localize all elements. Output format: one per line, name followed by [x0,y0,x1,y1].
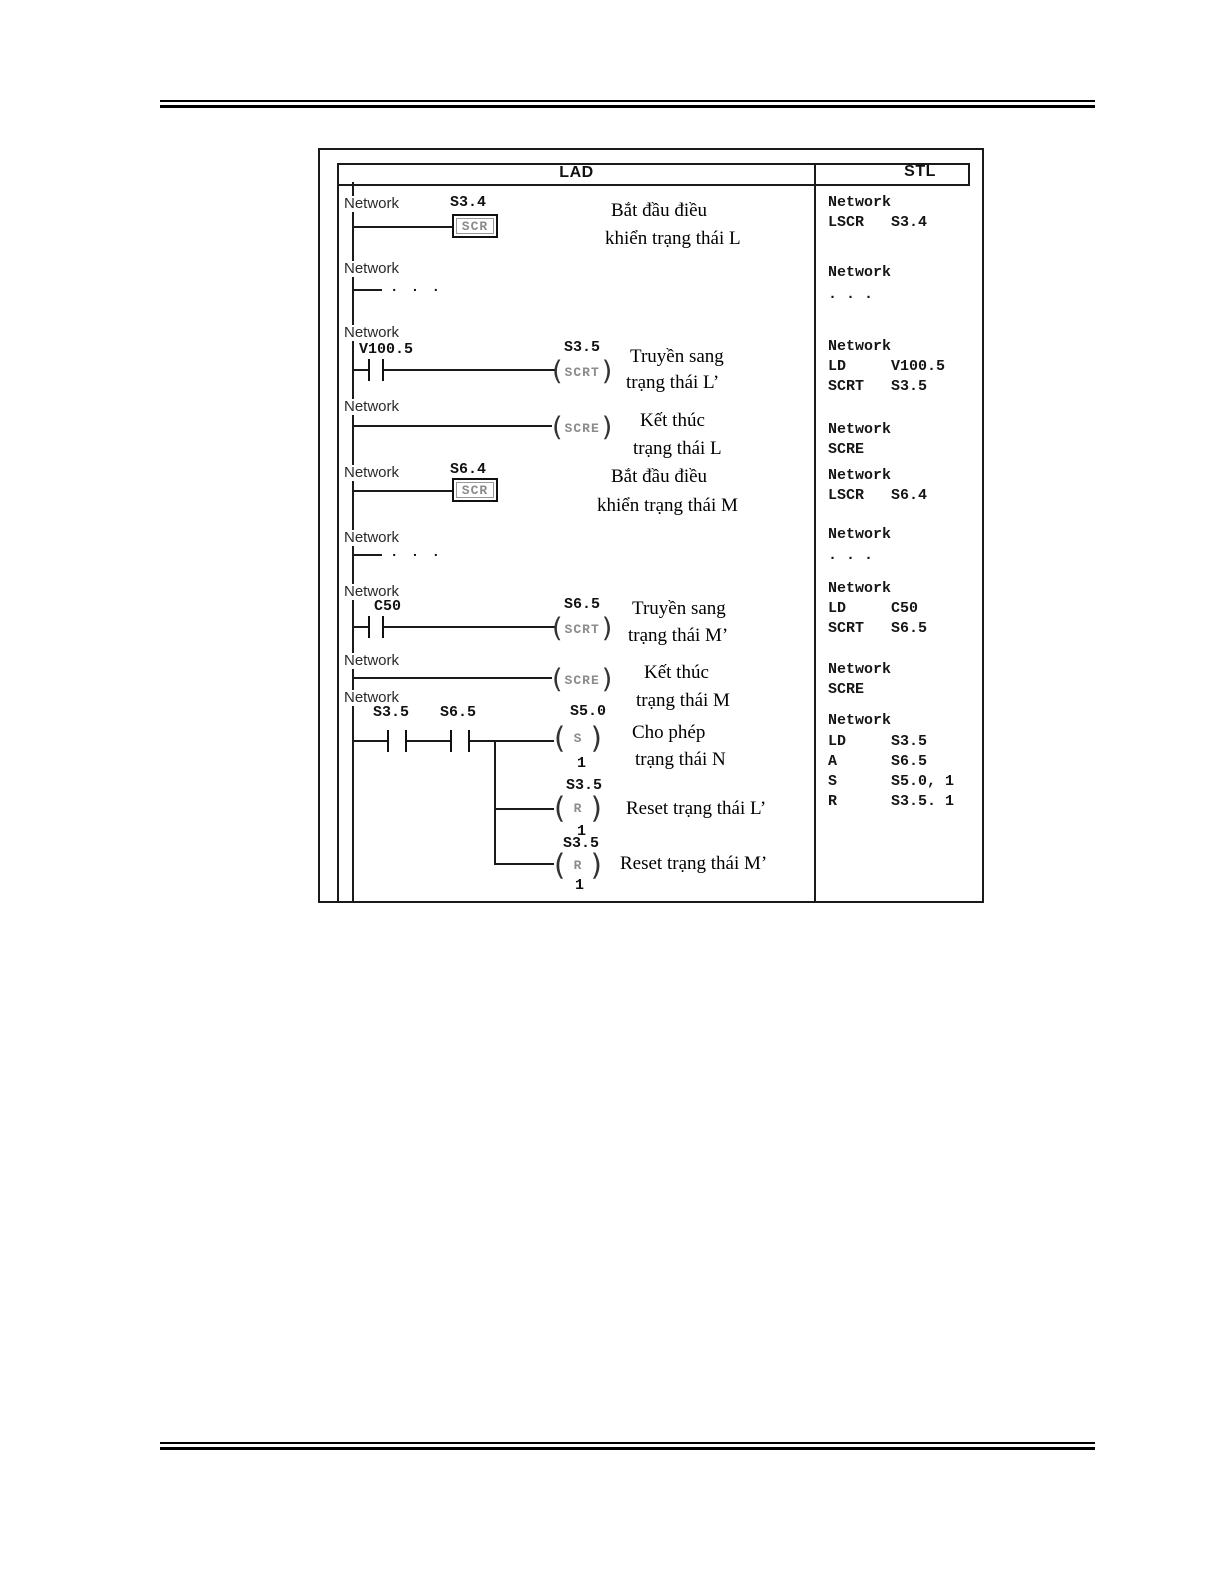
contact-label: S3.5 [373,704,410,721]
scr-box-label: SCR [461,218,489,234]
rung-line [354,369,368,371]
contact-label: V100.5 [359,341,414,358]
coil-paren: ( [554,721,566,755]
stl-opcode: . . . [828,286,874,303]
coil-paren: ( [552,412,563,443]
stl-operand: S5.0, 1 [891,773,955,790]
coil-paren: ) [601,356,613,387]
stl-opcode: SCRT [828,620,865,637]
stl-operand: S3.4 [891,214,928,231]
scr-box [452,214,498,238]
contact-bar [368,359,370,381]
annotation-line: Bắt đầu điều [611,466,708,487]
stl-opcode: Network [828,580,892,597]
annotation-line: Reset trạng thái L’ [626,798,767,819]
network-label: Network [341,690,402,706]
coil-label: SCRT [564,364,600,380]
stl-operand: V100.5 [891,358,946,375]
annotation-line: trạng thái L’ [626,372,720,393]
rung-line [384,626,556,628]
annotation-line: trạng thái N [635,749,726,770]
network-label: Network [341,465,402,481]
rung-line [384,369,556,371]
stl-statement [828,487,928,504]
coil-scrt [552,356,612,388]
coil-paren: ) [601,412,613,443]
stl-statement [828,753,928,770]
coil-label: S [573,730,583,746]
stl-opcode: Network [828,421,892,438]
coil-scrt [552,613,612,645]
coil-paren: ) [590,791,602,825]
coil-qualifier: 1 [577,823,587,840]
stl-statement [828,600,919,617]
coil-scre [552,664,612,696]
coil-paren: ) [590,848,602,882]
column-divider [814,163,816,901]
coil-label: SCRE [564,672,600,688]
stl-opcode: SCRT [828,378,865,395]
network-label: Network [341,530,402,546]
rung-line [354,677,552,679]
annotation-line: trạng thái M [636,690,730,711]
coil-qualifier: 1 [577,755,587,772]
annotation-line: khiển trạng thái M [597,495,738,516]
annotation-line: Truyền sang [630,346,724,367]
coil-paren: ( [554,791,566,825]
coil-label: R [573,800,583,816]
stl-opcode: Network [828,338,892,355]
annotation-line: trạng thái L [633,438,722,459]
contact-bar [368,616,370,638]
coil-set [554,722,602,754]
stl-statement [828,773,955,790]
coil-operand: S3.5 [563,835,600,852]
stl-statement [828,214,928,231]
stl-operand: S3.5 [891,733,928,750]
stl-statement [828,793,955,810]
stl-opcode: LD [828,358,847,375]
network-label: Network [341,261,402,277]
scr-box [452,478,498,502]
network-label: Network [341,196,402,212]
coil-paren: ( [552,356,563,387]
coil-label: R [573,857,583,873]
contact-label: S6.5 [440,704,477,721]
network-label: Network [341,584,402,600]
stl-operand: S3.5. 1 [891,793,955,810]
stl-operand: S6.5 [891,753,928,770]
contact-bar [387,730,389,752]
coil-label: SCRE [564,420,600,436]
rung-line [354,226,452,228]
operand-label: S6.4 [450,461,487,478]
stl-opcode: SCRE [828,681,865,698]
annotation-line: khiển trạng thái L [605,228,741,249]
network-label: Network [341,399,402,415]
coil-operand: S5.0 [570,703,607,720]
operand-label: S3.4 [450,194,487,211]
stl-opcode: LD [828,733,847,750]
rung-line [354,289,382,291]
coil-paren: ) [590,721,602,755]
coil-operand: S6.5 [564,596,601,613]
coil-label: SCRT [564,621,600,637]
coil-scre [552,412,612,444]
table-left-line [337,163,339,901]
header-stl: STL [904,163,936,180]
coil-paren: ( [552,664,563,695]
stl-opcode: LD [828,600,847,617]
stl-opcode: LSCR [828,214,865,231]
rung-line [354,740,387,742]
contact-bar [450,730,452,752]
branch-line [496,808,554,810]
rung-line [354,554,382,556]
rung-line [470,740,554,742]
bottom-double-rule [160,1442,1095,1450]
coil-paren: ) [601,664,613,695]
stl-opcode: Network [828,467,892,484]
stl-operand: C50 [891,600,919,617]
branch-line [496,863,554,865]
scr-box-label: SCR [461,482,489,498]
stl-operand: S6.4 [891,487,928,504]
header-right-line [968,163,970,186]
stl-operand: S6.5 [891,620,928,637]
stl-opcode: Network [828,264,892,281]
annotation-line: Kết thúc [644,662,709,683]
coil-operand: S3.5 [564,339,601,356]
annotation-line: Truyền sang [632,598,726,619]
stl-statement [828,620,928,637]
contact-label: C50 [374,598,402,615]
header-bottom-line [337,184,970,186]
annotation-line: Kết thúc [640,410,705,431]
stl-statement [828,358,946,375]
stl-operand: S3.5 [891,378,928,395]
stl-opcode: . . . [828,547,874,564]
rung-line [354,626,368,628]
rung-line [407,740,450,742]
stl-statement [828,378,928,395]
coil-paren: ) [601,613,613,644]
stl-opcode: Network [828,661,892,678]
coil-qualifier: 1 [575,877,585,894]
header-lad: LAD [559,164,594,181]
stl-opcode: SCRE [828,441,865,458]
annotation-line: Bắt đầu điều [611,200,708,221]
top-double-rule [160,100,1095,108]
stl-opcode: S [828,773,838,790]
coil-reset [554,792,602,824]
stl-opcode: Network [828,712,892,729]
coil-operand: S3.5 [566,777,603,794]
stl-opcode: LSCR [828,487,865,504]
stl-opcode: Network [828,194,892,211]
rung-line [354,490,452,492]
network-label: Network [341,325,402,341]
ellipsis: . . . [390,545,443,561]
ellipsis: . . . [390,280,443,296]
stl-opcode: A [828,753,838,770]
stl-opcode: Network [828,526,892,543]
coil-paren: ( [554,848,566,882]
branch-rail [494,740,496,865]
annotation-line: Reset trạng thái M’ [620,853,768,874]
coil-paren: ( [552,613,563,644]
stl-statement [828,733,928,750]
annotation-line: trạng thái M’ [628,625,729,646]
stl-opcode: R [828,793,838,810]
rung-line [354,425,552,427]
annotation-line: Cho phép [632,722,706,743]
network-label: Network [341,653,402,669]
